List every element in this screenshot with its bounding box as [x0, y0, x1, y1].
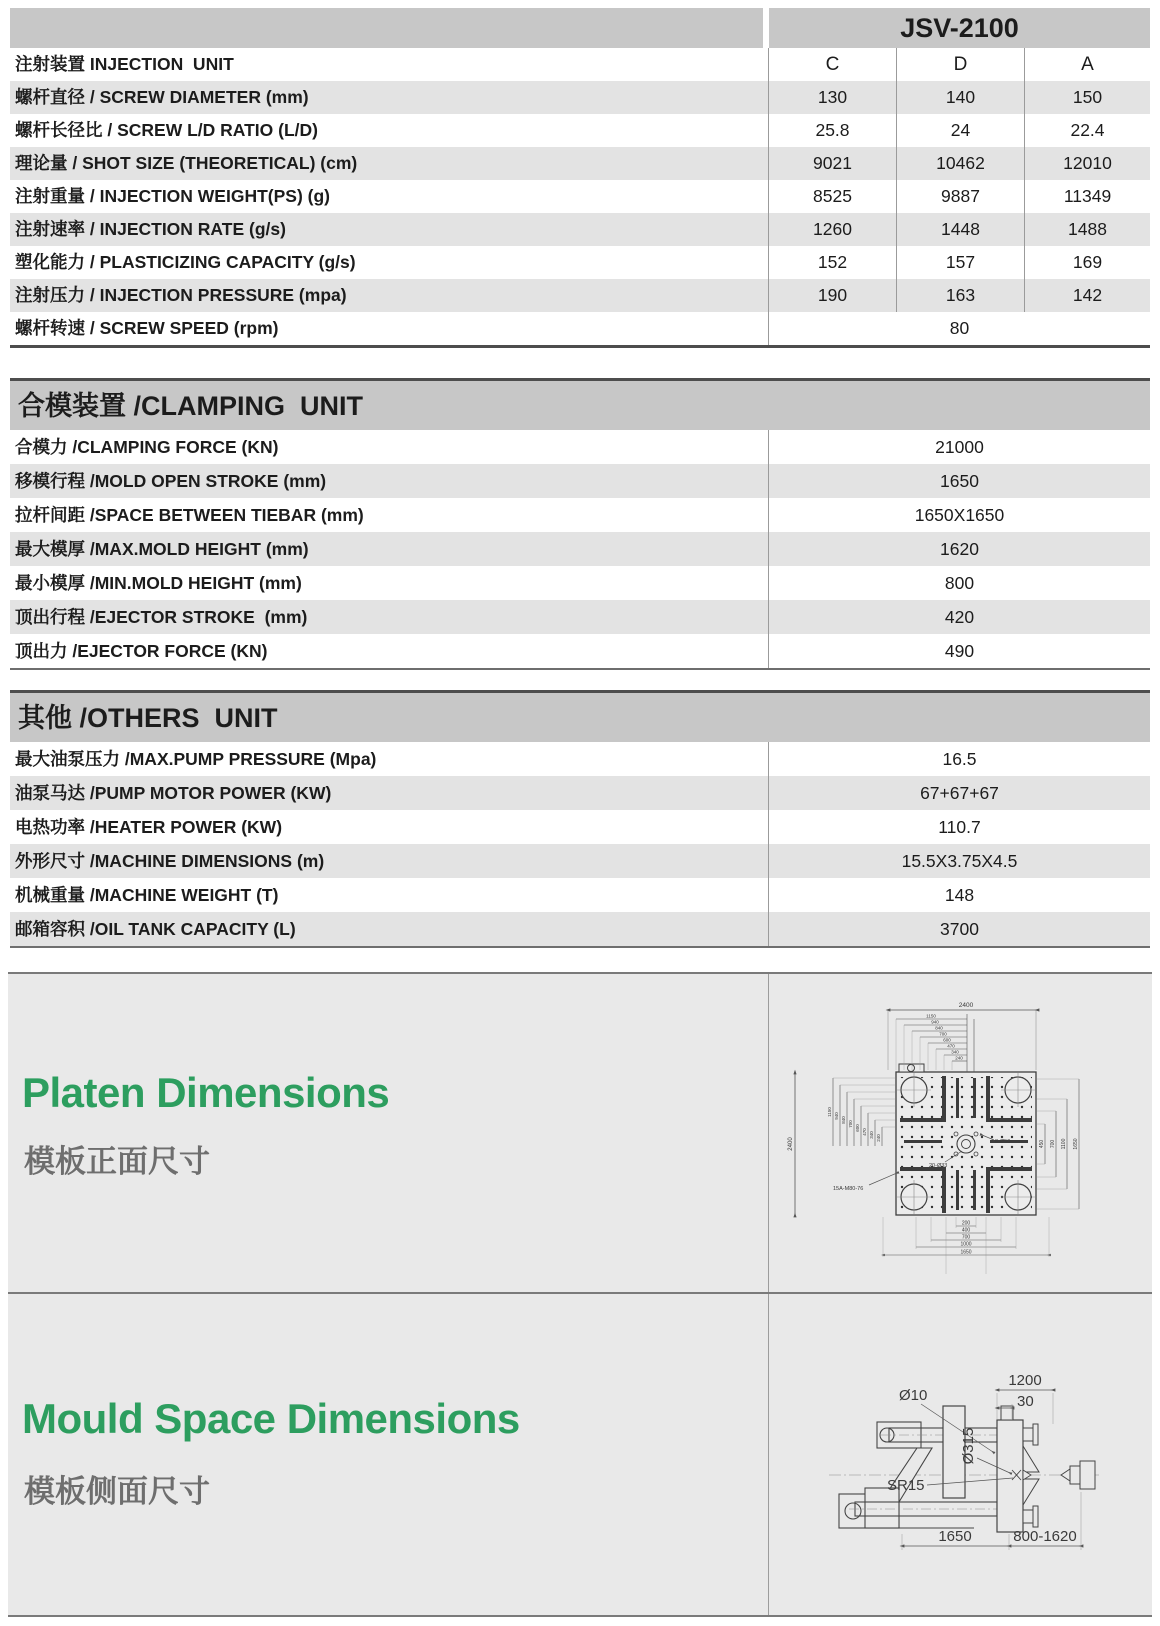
platen-top-chain-dim: 1150 — [926, 1013, 936, 1019]
mould-offset-dim: 30 — [1017, 1393, 1034, 1410]
cell-value: 420 — [768, 600, 1150, 634]
table-row — [10, 213, 1150, 246]
platen-bottom-chain-dim: 400 — [961, 1227, 971, 1234]
row-label: 油泵马达 /PUMP MOTOR POWER (KW) — [15, 783, 332, 803]
cell-d: 9887 — [896, 180, 1024, 213]
row-label: 注射压力 / INJECTION PRESSURE (mpa) — [15, 285, 347, 305]
model-bar-spacer — [10, 8, 763, 48]
cell-a: 169 — [1024, 246, 1150, 279]
table-row — [10, 566, 1150, 600]
table-row — [10, 430, 1150, 464]
table-row — [10, 246, 1150, 279]
table-row — [10, 180, 1150, 213]
platen-left-total-dim: 2400 — [788, 1137, 794, 1151]
table-row — [10, 742, 1150, 776]
platen-front-view-diagram — [769, 974, 1152, 1292]
table-row — [10, 878, 1150, 912]
table-row — [10, 600, 1150, 634]
cell-c: 152 — [768, 246, 896, 279]
platen-dimensions-panel — [8, 972, 1152, 1292]
platen-top-chain-dim: 470 — [947, 1043, 955, 1049]
table-row — [10, 147, 1150, 180]
cell-value: 67+67+67 — [768, 776, 1150, 810]
platen-top-chain-dim: 240 — [955, 1055, 963, 1061]
row-label: 螺杆直径 / SCREW DIAMETER (mm) — [15, 87, 309, 107]
row-label: 电热功率 /HEATER POWER (KW) — [15, 817, 283, 837]
platen-top-chain-dim: 840 — [935, 1025, 943, 1031]
row-label: 注射重量 / INJECTION WEIGHT(PS) (g) — [15, 186, 330, 206]
row-label: 邮箱容积 /OIL TANK CAPACITY (L) — [15, 919, 296, 939]
mould-space-panel — [8, 1292, 1152, 1617]
platen-left-chain-dim: 240 — [876, 1134, 881, 1142]
cell-d: 1448 — [896, 213, 1024, 246]
row-label: 移模行程 /MOLD OPEN STROKE (mm) — [15, 471, 327, 491]
table-row — [10, 279, 1150, 312]
table-row — [10, 114, 1150, 147]
cell-a: 1488 — [1024, 213, 1150, 246]
cell-c: 190 — [768, 279, 896, 312]
platen-top-chain-dim: 340 — [951, 1049, 959, 1055]
platen-left-chain-dim: 470 — [862, 1128, 867, 1136]
cell-c: 8525 — [768, 180, 896, 213]
cell-span-value: 80 — [768, 312, 1150, 345]
table-row — [10, 81, 1150, 114]
mould-space-title: Mould Space Dimensions — [22, 1395, 520, 1442]
mould-width-dim: 1200 — [1008, 1372, 1042, 1389]
cell-value: 21000 — [768, 430, 1150, 464]
row-label: 外形尺寸 /MACHINE DIMENSIONS (m) — [15, 851, 325, 871]
cell-value: 148 — [768, 878, 1150, 912]
cell-d: 24 — [896, 114, 1024, 147]
cell-d: 163 — [896, 279, 1024, 312]
mould-hole-dim: Ø10 — [899, 1387, 928, 1404]
platen-left-chain-dim: 840 — [841, 1116, 846, 1124]
cell-value: 16.5 — [768, 742, 1150, 776]
cell-value: 1650X1650 — [768, 498, 1150, 532]
platen-left-chain-dim: 600 — [855, 1124, 860, 1132]
cell-value: 1620 — [768, 532, 1150, 566]
cell-a: 22.4 — [1024, 114, 1150, 147]
table-row — [10, 464, 1150, 498]
platen-bottom-chain-dim: 1650 — [960, 1249, 972, 1256]
cell-d: 140 — [896, 81, 1024, 114]
mould-space-side-view-diagram — [769, 1294, 1152, 1613]
row-label: 最大油泵压力 /MAX.PUMP PRESSURE (Mpa) — [15, 749, 377, 769]
cell-value: 800 — [768, 566, 1150, 600]
platen-left-chain-dim: 700 — [848, 1120, 853, 1128]
row-label: 理论量 / SHOT SIZE (THEORETICAL) (cm) — [15, 153, 358, 173]
column-header-c: C — [768, 48, 896, 81]
mould-ring-dim: Ø315 — [960, 1427, 977, 1465]
cell-a: 150 — [1024, 81, 1150, 114]
clamping-unit-title: 合模装置 /CLAMPING UNIT — [10, 381, 1150, 430]
platen-right-chain-dim: 450 — [1039, 1139, 1045, 1149]
platen-left-chain-dim: 1150 — [827, 1107, 832, 1117]
platen-bottom-chain-dim: 200 — [961, 1220, 971, 1227]
column-header-d: D — [896, 48, 1024, 81]
row-label: 最大模厚 /MAX.MOLD HEIGHT (mm) — [15, 539, 309, 559]
cell-value: 3700 — [768, 912, 1150, 946]
table-row — [10, 810, 1150, 844]
row-label: 合模力 /CLAMPING FORCE (KN) — [15, 437, 279, 457]
platen-right-chain-dim: 1650 — [1073, 1138, 1079, 1150]
others-unit-title: 其他 /OTHERS UNIT — [10, 693, 1150, 742]
platen-right-chain-dim: 700 — [1050, 1139, 1056, 1149]
row-label: 拉杆间距 /SPACE BETWEEN TIEBAR (mm) — [15, 505, 364, 525]
cell-c: 1260 — [768, 213, 896, 246]
row-label: 顶出行程 /EJECTOR STROKE (mm) — [15, 607, 308, 627]
others-unit-block — [10, 690, 1150, 948]
platen-leader-center-label: 20-Ø33 — [929, 1163, 948, 1169]
row-label: 最小模厚 /MIN.MOLD HEIGHT (mm) — [15, 573, 302, 593]
cell-a: 12010 — [1024, 147, 1150, 180]
platen-leader-thread-label: 15A-M80-76 — [833, 1186, 864, 1192]
injection-unit-section-label: 注射装置 INJECTION UNIT — [15, 54, 234, 74]
cell-c: 9021 — [768, 147, 896, 180]
platen-bottom-chain-dim: 1000 — [960, 1241, 972, 1248]
row-label: 螺杆长径比 / SCREW L/D RATIO (L/D) — [15, 120, 318, 140]
table-row — [10, 634, 1150, 670]
platen-top-chain-dim: 940 — [931, 1019, 939, 1025]
platen-top-chain-dim: 700 — [939, 1031, 947, 1037]
table-row-span — [10, 312, 1150, 345]
row-label: 塑化能力 / PLASTICIZING CAPACITY (g/s) — [15, 252, 356, 272]
row-label: 注射速率 / INJECTION RATE (g/s) — [15, 219, 286, 239]
cell-value: 490 — [768, 634, 1150, 668]
platen-leader-holes-label: 8-Ø50 — [995, 1139, 1011, 1145]
mould-stroke-dim: 1650 — [938, 1528, 972, 1545]
mould-radius-dim: SR15 — [887, 1477, 925, 1494]
cell-c: 25.8 — [768, 114, 896, 147]
clamping-unit-block — [10, 378, 1150, 670]
cell-a: 11349 — [1024, 180, 1150, 213]
platen-bottom-chain-dim: 700 — [961, 1234, 971, 1241]
platen-dimensions-title: Platen Dimensions — [22, 1069, 390, 1116]
platen-top-chain-dim: 600 — [943, 1037, 951, 1043]
table-row — [10, 912, 1150, 948]
injection-unit-table — [10, 48, 1150, 348]
table-row — [10, 498, 1150, 532]
cell-value: 15.5X3.75X4.5 — [768, 844, 1150, 878]
column-header-a: A — [1024, 48, 1150, 81]
platen-top-total-dim: 2400 — [958, 1002, 974, 1009]
platen-dimensions-subtitle: 模板正面尺寸 — [24, 1144, 210, 1179]
row-label: 螺杆转速 / SCREW SPEED (rpm) — [15, 318, 279, 338]
row-label: 顶出力 /EJECTOR FORCE (KN) — [15, 641, 268, 661]
table-row — [10, 776, 1150, 810]
table-row — [10, 844, 1150, 878]
table-row — [10, 532, 1150, 566]
cell-a: 142 — [1024, 279, 1150, 312]
platen-left-chain-dim: 940 — [834, 1112, 839, 1120]
platen-right-chain-dim: 1100 — [1061, 1138, 1067, 1150]
cell-value: 1650 — [768, 464, 1150, 498]
cell-c: 130 — [768, 81, 896, 114]
table-header-row — [10, 48, 1150, 81]
model-name: JSV-2100 — [769, 8, 1150, 48]
mould-space-subtitle: 模板侧面尺寸 — [24, 1474, 210, 1509]
mould-space-dim: 800-1620 — [1013, 1528, 1077, 1545]
cell-d: 157 — [896, 246, 1024, 279]
cell-value: 110.7 — [768, 810, 1150, 844]
cell-d: 10462 — [896, 147, 1024, 180]
platen-left-chain-dim: 340 — [869, 1131, 874, 1139]
row-label: 机械重量 /MACHINE WEIGHT (T) — [15, 885, 279, 905]
